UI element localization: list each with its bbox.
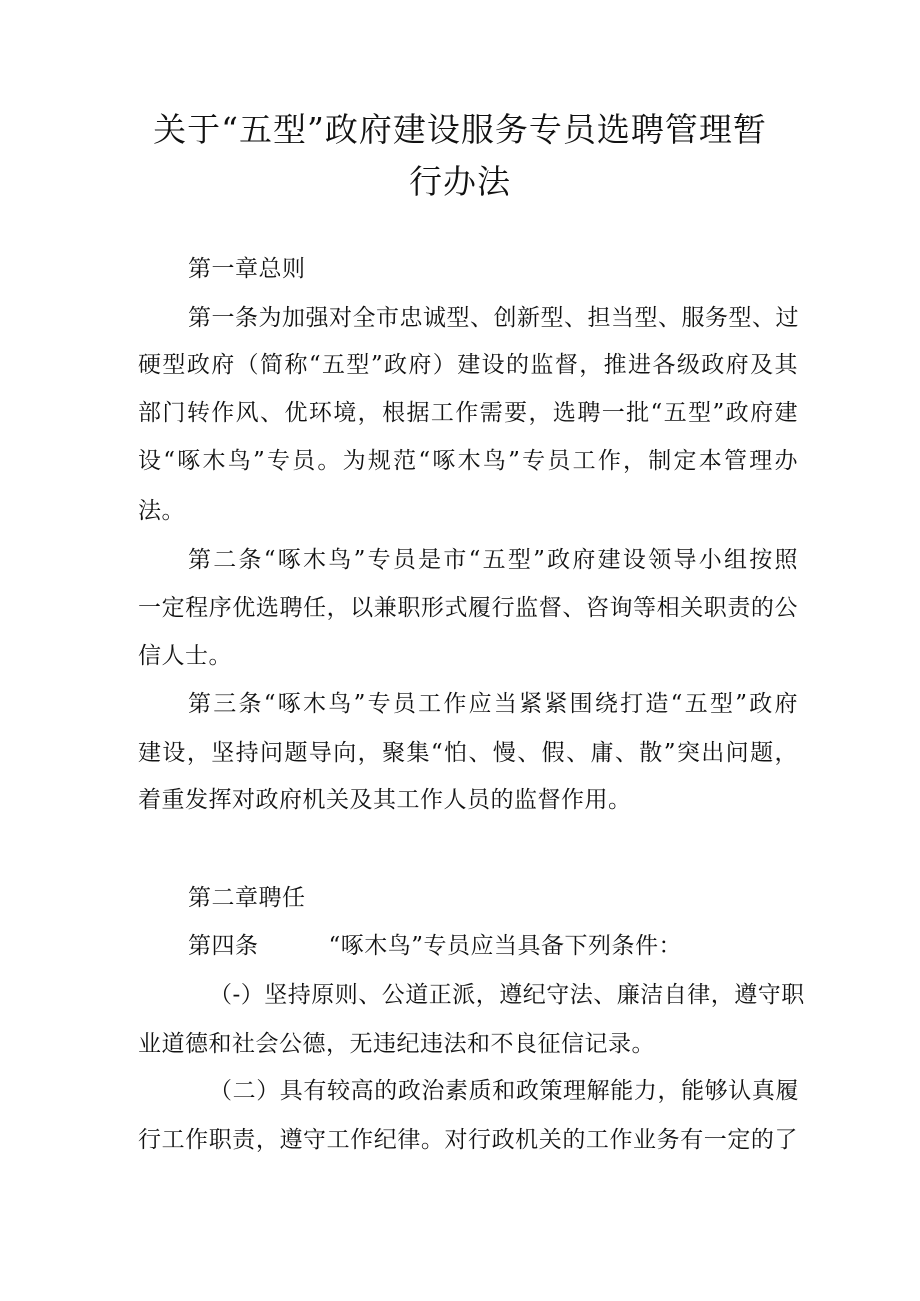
article-3-line-3: 着重发挥对政府机关及其工作人员的监督作用。: [138, 787, 632, 813]
article-1-line-3: 部门转作风、优环境，根据工作需要，选聘一批“五型”政府建: [138, 400, 798, 426]
article-1-line-2: 硬型政府（简称“五型”政府）建设的监督，推进各级政府及其: [138, 352, 798, 378]
item-1-line-1: （-）坚持原则、公道正派，遵纪守法、廉洁自律，遵守职: [209, 982, 805, 1008]
item-2-line-1: （二）具有较高的政治素质和政策理解能力，能够认真履: [209, 1078, 799, 1104]
article-2-line-3: 信人士。: [138, 643, 232, 669]
article-1-line-4: 设“啄木鸟”专员。为规范“啄木鸟”专员工作，制定本管理办: [138, 448, 798, 474]
document-title: [120, 104, 800, 208]
article-1-line-5: 法。: [138, 498, 185, 524]
article-3-line-2: 建设，坚持问题导向，聚集“怕、慢、假、庸、散”突出问题，: [138, 740, 798, 766]
article-1-line-1: 第一条为加强对全市忠诚型、创新型、担当型、服务型、过: [188, 305, 799, 331]
item-1-line-2: 业道德和社会公德，无违纪违法和不良征信记录。: [138, 1031, 655, 1057]
article-4-label: 第四条: [188, 933, 259, 959]
title-line-1: 关于“五型”政府建设服务专员选聘管理暂: [153, 110, 767, 149]
article-2-line-1: 第二条“啄木鸟”专员是市“五型”政府建设领导小组按照: [188, 547, 798, 573]
article-2-line-2: 一定程序优选聘任，以兼职形式履行监督、咨询等相关职责的公: [138, 595, 798, 621]
article-4-text: “啄木鸟”专员应当具备下列条件：: [328, 933, 683, 959]
title-line-2: 行办法: [409, 162, 511, 201]
item-2-line-2: 行工作职责，遵守工作纪律。对行政机关的工作业务有一定的了: [138, 1127, 798, 1153]
chapter-2-heading: 第二章聘任: [188, 885, 306, 911]
chapter-1-heading: 第一章总则: [188, 256, 306, 282]
article-4-line: [188, 931, 798, 961]
article-3-line-1: 第三条“啄木鸟”专员工作应当紧紧围绕打造“五型”政府: [188, 691, 798, 717]
